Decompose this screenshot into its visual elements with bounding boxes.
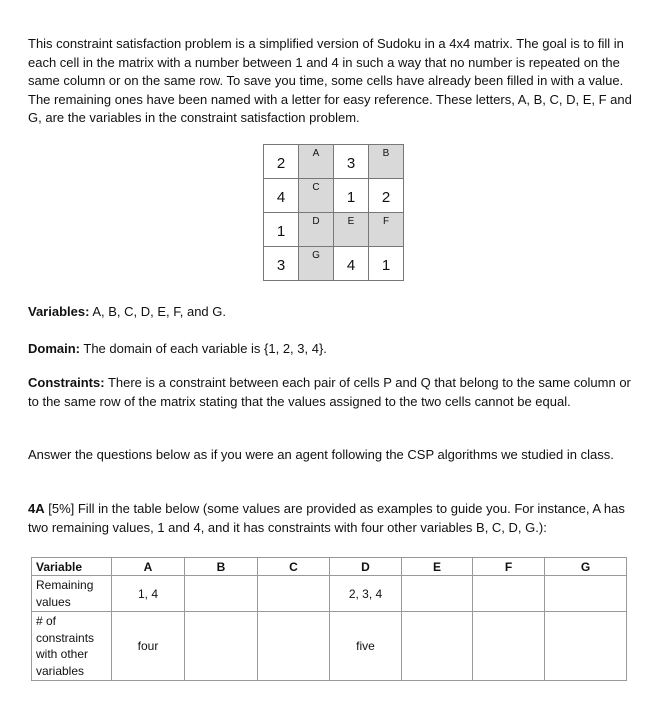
cell-a-remaining[interactable]: 1, 4: [112, 576, 185, 612]
instruction-paragraph: Answer the questions below as if you were an agent following the CSP algorithms we studied in class.: [28, 447, 614, 462]
grid-cell-variable: A: [299, 145, 334, 179]
constraints-label: Constraints:: [28, 375, 105, 390]
table-row: [32, 576, 627, 612]
grid-cell-variable: E: [334, 213, 369, 247]
variables-line: [28, 303, 638, 322]
domain-line: [28, 340, 638, 359]
grid-cell-given: 4: [264, 179, 299, 213]
cell-f-constraints[interactable]: [473, 612, 545, 681]
table-header-row: [32, 558, 627, 576]
header-a: A: [112, 558, 185, 576]
domain-text: The domain of each variable is {1, 2, 3, 4}.: [80, 341, 327, 356]
grid-cell-given: 1: [369, 247, 404, 281]
domain-label: Domain:: [28, 341, 80, 356]
variables-label: Variables:: [28, 304, 90, 319]
row-label-constraints: # of constraints with other variables: [32, 612, 112, 681]
grid-cell-variable: C: [299, 179, 334, 213]
cell-c-constraints[interactable]: [258, 612, 330, 681]
grid-row: [264, 145, 404, 179]
question-text: [5%] Fill in the table below (some values are provided as examples to guide you. For instance, A has two remaining values, 1 and 4, and it has constraints with four other variables B, C, D, G.):: [28, 501, 625, 535]
grid-cell-given: 4: [334, 247, 369, 281]
grid-cell-given: 2: [369, 179, 404, 213]
header-e: E: [402, 558, 473, 576]
cell-b-remaining[interactable]: [185, 576, 258, 612]
sudoku-grid: [263, 144, 404, 281]
cell-c-remaining[interactable]: [258, 576, 330, 612]
constraints-text: There is a constraint between each pair of cells P and Q that belong to the same column or to the same row of the matrix stating that the values assigned to the two cells cannot be equal.: [28, 375, 631, 409]
grid-cell-given: 1: [334, 179, 369, 213]
grid-cell-given: 3: [334, 145, 369, 179]
cell-e-remaining[interactable]: [402, 576, 473, 612]
header-c: C: [258, 558, 330, 576]
row-label-remaining: Remaining values: [32, 576, 112, 612]
grid-row: [264, 247, 404, 281]
cell-e-constraints[interactable]: [402, 612, 473, 681]
constraints-paragraph: [28, 374, 638, 411]
grid-cell-given: 1: [264, 213, 299, 247]
answer-table: [31, 557, 627, 681]
grid-cell-variable: D: [299, 213, 334, 247]
question-paragraph: [28, 500, 638, 537]
cell-a-constraints[interactable]: four: [112, 612, 185, 681]
grid-cell-variable: B: [369, 145, 404, 179]
table-row: [32, 612, 627, 681]
grid-cell-variable: F: [369, 213, 404, 247]
cell-d-remaining[interactable]: 2, 3, 4: [330, 576, 402, 612]
grid-row: [264, 179, 404, 213]
header-d: D: [330, 558, 402, 576]
cell-g-remaining[interactable]: [545, 576, 627, 612]
variables-text: A, B, C, D, E, F, and G.: [89, 304, 226, 319]
grid-cell-variable: G: [299, 247, 334, 281]
header-f: F: [473, 558, 545, 576]
cell-f-remaining[interactable]: [473, 576, 545, 612]
header-g: G: [545, 558, 627, 576]
intro-paragraph: This constraint satisfaction problem is a simplified version of Sudoku in a 4x4 matrix. The goal is to fill in each cell in the matrix with a number between 1 and 4 in such a way that no number is repeated on the same column or on the same row. To save you time, some cells have already been filled in with a value. The remaining ones have been named with a letter for easy reference. These letters, A, B, C, D, E, F and G, are the variables in the constraint satisfaction problem.: [28, 36, 632, 125]
header-variable: Variable: [32, 558, 112, 576]
cell-g-constraints[interactable]: [545, 612, 627, 681]
grid-cell-given: 3: [264, 247, 299, 281]
grid-row: [264, 213, 404, 247]
cell-b-constraints[interactable]: [185, 612, 258, 681]
grid-cell-given: 2: [264, 145, 299, 179]
header-b: B: [185, 558, 258, 576]
question-label: 4A: [28, 501, 45, 516]
cell-d-constraints[interactable]: five: [330, 612, 402, 681]
